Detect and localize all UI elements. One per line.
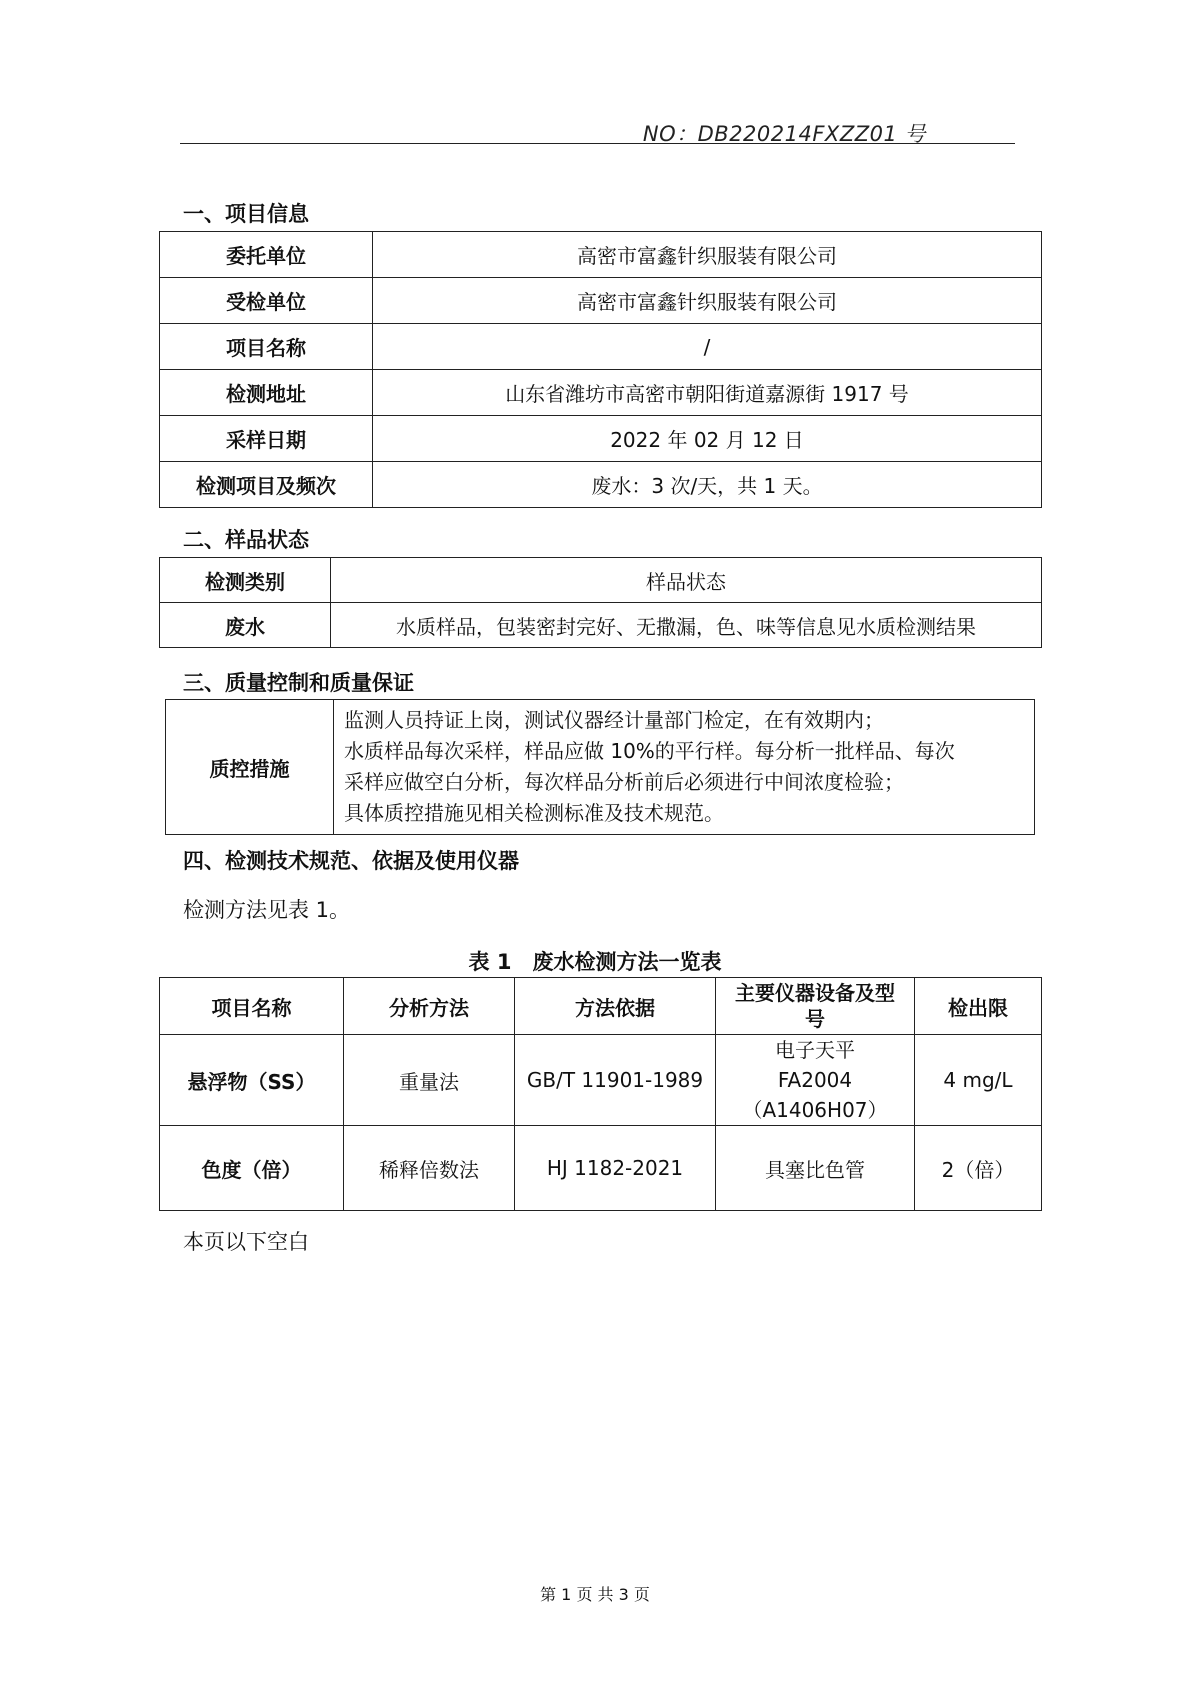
column-header: 项目名称 [160, 978, 344, 1035]
instrument-line: （A1406H07） [742, 1098, 888, 1122]
basis-cell: HJ 1182-2021 [515, 1126, 716, 1211]
qc-line: 监测人员持证上岗，测试仪器经计量部门检定，在有效期内； [344, 708, 884, 732]
limit-cell: 4 mg/L [915, 1035, 1042, 1126]
row-label: 项目名称 [160, 324, 373, 370]
row-value: 高密市富鑫针织服装有限公司 [373, 278, 1042, 324]
methods-table [159, 977, 1042, 1211]
qc-line: 水质样品每次采样，样品应做 10%的平行样。每分析一批样品、每次 [344, 739, 955, 763]
method-cell: 重量法 [344, 1035, 515, 1126]
category-cell: 废水 [160, 603, 331, 648]
table-row [160, 462, 1042, 508]
status-cell: 水质样品，包装密封完好、无撒漏，色、味等信息见水质检测结果 [331, 603, 1042, 648]
section-title-sample-status: 二、样品状态 [183, 528, 309, 552]
methods-intro: 检测方法见表 1。 [183, 898, 351, 922]
row-label: 受检单位 [160, 278, 373, 324]
row-value: / [373, 324, 1042, 370]
project-info-table [159, 231, 1042, 508]
instrument-line: 电子天平 [775, 1038, 855, 1062]
table-caption: 表 1 废水检测方法一览表 [468, 950, 722, 974]
qc-measures [334, 700, 1035, 835]
instrument-line: FA2004 [777, 1068, 853, 1092]
table-row [160, 278, 1042, 324]
table-row [160, 324, 1042, 370]
table-row [160, 232, 1042, 278]
row-label: 采样日期 [160, 416, 373, 462]
table-row [160, 558, 1042, 603]
instrument-cell [716, 1035, 915, 1126]
qc-label: 质控措施 [166, 700, 334, 835]
column-header: 分析方法 [344, 978, 515, 1035]
basis-cell: GB/T 11901-1989 [515, 1035, 716, 1126]
section-title-quality-control: 三、质量控制和质量保证 [183, 671, 414, 695]
category-header: 检测类别 [160, 558, 331, 603]
qc-line: 具体质控措施见相关检测标准及技术规范。 [344, 801, 724, 825]
row-label: 检测项目及频次 [160, 462, 373, 508]
instrument-line: 具塞比色管 [765, 1157, 865, 1182]
table-row [160, 370, 1042, 416]
status-header: 样品状态 [331, 558, 1042, 603]
row-value: 2022 年 02 月 12 日 [373, 416, 1042, 462]
limit-cell: 2（倍） [915, 1126, 1042, 1211]
quality-control-table [165, 699, 1035, 835]
table-header-row [160, 978, 1042, 1035]
table-row [160, 1035, 1042, 1126]
table-row [166, 700, 1035, 835]
instrument-cell [716, 1126, 915, 1211]
blank-note: 本页以下空白 [183, 1230, 309, 1254]
row-value: 高密市富鑫针织服装有限公司 [373, 232, 1042, 278]
table-row [160, 416, 1042, 462]
item-cell: 悬浮物（SS） [160, 1035, 344, 1126]
row-label: 委托单位 [160, 232, 373, 278]
table-row [160, 603, 1042, 648]
item-cell: 色度（倍） [160, 1126, 344, 1211]
column-header: 方法依据 [515, 978, 716, 1035]
row-value: 山东省潍坊市高密市朝阳街道嘉源街 1917 号 [373, 370, 1042, 416]
qc-line: 采样应做空白分析，每次样品分析前后必须进行中间浓度检验； [344, 770, 904, 794]
method-cell: 稀释倍数法 [344, 1126, 515, 1211]
document-number: NO：DB220214FXZZ01 号 [642, 122, 926, 146]
table-row [160, 1126, 1042, 1211]
section-title-methods: 四、检测技术规范、依据及使用仪器 [183, 849, 519, 873]
row-value: 废水：3 次/天，共 1 天。 [373, 462, 1042, 508]
sample-status-table [159, 557, 1042, 648]
column-header: 主要仪器设备及型号 [716, 978, 915, 1035]
page-number: 第 1 页 共 3 页 [540, 1585, 650, 1604]
column-header: 检出限 [915, 978, 1042, 1035]
header-divider [180, 143, 1015, 144]
row-label: 检测地址 [160, 370, 373, 416]
section-title-project-info: 一、项目信息 [183, 202, 309, 226]
